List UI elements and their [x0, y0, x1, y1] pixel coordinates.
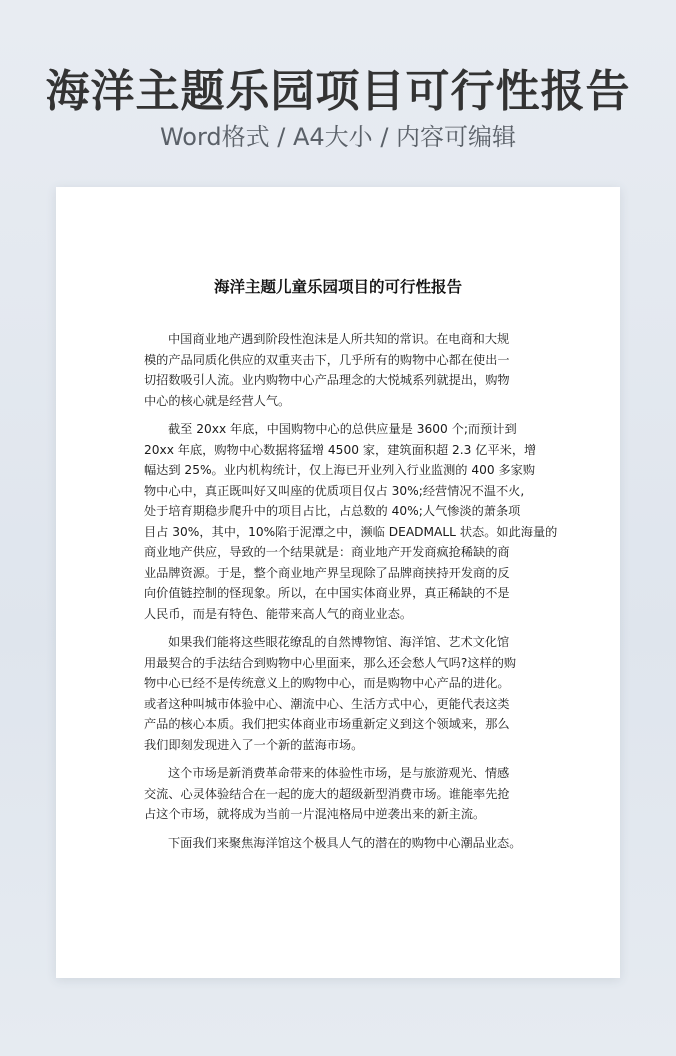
- paragraph-line: 物中心中，真正既叫好又叫座的优质项目仅占 30%;经营情况不温不火,: [144, 483, 525, 498]
- paragraph-line: 向价值链控制的怪现象。所以，在中国实体商业界，真正稀缺的不是: [144, 586, 510, 600]
- paragraph-line: 占这个市场，就将成为当前一片混沌格局中逆袭出来的新主流。: [144, 807, 486, 821]
- paragraph-line: 模的产品同质化供应的双重夹击下，几乎所有的购物中心都在使出一: [144, 352, 510, 367]
- paragraph-line: 幅达到 25%。业内机构统计，仅上海已开业列入行业监测的 400 多家购: [144, 463, 536, 477]
- document-title: 海洋主题儿童乐园项目的可行性报告: [213, 278, 462, 296]
- paragraph-line: 产品的核心本质。我们把实体商业市场重新定义到这个领域来，那么: [144, 717, 510, 731]
- paragraph-line: 物中心已经不是传统意义上的购物中心，而是购物中心产品的进化。: [144, 676, 510, 690]
- paragraph-line: 交流、心灵体验结合在一起的庞大的超级新型消费市场。谁能率先抢: [144, 786, 510, 801]
- document-paragraph: [144, 419, 558, 624]
- paragraph-line: 这个市场是新消费革命带来的体验性市场，是与旅游观光、情感: [168, 766, 510, 780]
- paragraph-line: 如果我们能将这些眼花缭乱的自然博物馆、海洋馆、艺术文化馆: [168, 635, 510, 649]
- paragraph-line: 商业地产供应，导致的一个结果就是：商业地产开发商疯抢稀缺的商: [144, 545, 510, 559]
- banner-title: 海洋主题乐园项目可行性报告: [45, 66, 631, 117]
- document-body: [144, 329, 558, 861]
- paragraph-line: 业品牌资源。于是，整个商业地产界呈现除了品牌商挟持开发商的反: [144, 565, 510, 580]
- document-paragraph: [144, 763, 536, 825]
- document-paragraph: [144, 632, 536, 755]
- paragraph-line: 20xx 年底，购物中心数据将猛增 4500 家，建筑面积超 2.3 亿平米，增: [144, 442, 537, 457]
- paragraph-line: 处于培育期稳步爬升中的项目占比，占总数的 40%;人气惨淡的萧条项: [144, 504, 521, 518]
- document-paragraph: [144, 329, 536, 411]
- paragraph-line: 我们即刻发现进入了一个新的蓝海市场。: [144, 737, 364, 752]
- paragraph-line: 截至 20xx 年底，中国购物中心的总供应量是 3600 个;而预计到: [168, 422, 517, 436]
- document-page: [56, 187, 620, 978]
- paragraph-line: 中心的核心就是经营人气。: [144, 393, 291, 408]
- paragraph-line: 人民币，而是有特色、能带来高人气的商业业态。: [144, 606, 413, 621]
- paragraph-line: 下面我们来聚焦海洋馆这个极具人气的潜在的购物中心潮品业态。: [168, 835, 522, 850]
- banner-subtitle: Word格式 / A4大小 / 内容可编辑: [159, 123, 517, 151]
- document-paragraph: [144, 833, 536, 854]
- paragraph-line: 切招数吸引人流。业内购物中心产品理念的大悦城系列就提出，购物: [144, 373, 510, 387]
- paragraph-line: 中国商业地产遇到阶段性泡沫是人所共知的常识。在电商和大规: [168, 332, 510, 346]
- paragraph-line: 或者这种叫城市体验中心、潮流中心、生活方式中心，更能代表这类: [144, 696, 510, 711]
- paragraph-line: 目占 30%，其中，10%陷于泥潭之中，濒临 DEADMALL 状态。如此海量的: [144, 524, 558, 539]
- paragraph-line: 用最契合的手法结合到购物中心里面来，那么还会愁人气吗?这样的购: [144, 655, 517, 670]
